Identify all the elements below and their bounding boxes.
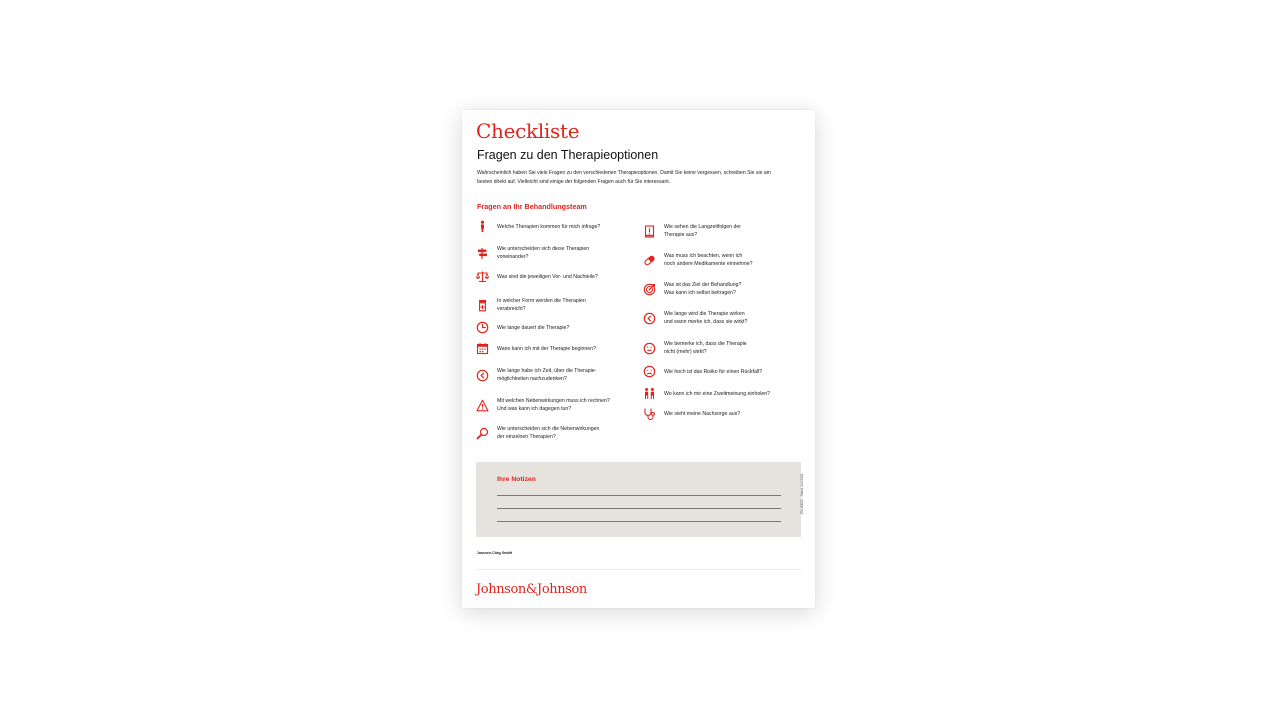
note-line — [497, 508, 781, 509]
question-text: Wie bemerke ich, dass die Therapie nicht (mehr) wirkt? — [664, 341, 747, 355]
document-alert-icon — [643, 225, 656, 238]
question-text: Wie sehen die Langzeitfolgen der Therapie aus? — [664, 224, 741, 238]
notes-title: Ihre Notizen — [497, 476, 536, 483]
question-text: Wie hoch ist das Risiko für einen Rückfall? — [664, 368, 763, 375]
note-line — [497, 521, 781, 522]
company-name: Janssen-Cilag GmbH — [477, 551, 513, 555]
question-item — [643, 310, 747, 326]
stethoscope-icon — [643, 407, 656, 420]
person-icon — [476, 220, 489, 233]
calendar-icon — [476, 342, 489, 355]
question-item — [476, 367, 596, 383]
sad-face-icon — [643, 365, 656, 378]
question-text: Was sind die jeweiligen Vor- und Nachteile? — [497, 273, 598, 280]
document-code: EM-00000 · Stand: Juli 2024 — [800, 473, 804, 514]
pie-clock-icon — [476, 321, 489, 334]
checklist-document — [462, 110, 815, 608]
question-text: Was ist das Ziel der Behandlung? Was kann ich selbst beitragen? — [664, 282, 742, 296]
target-icon — [643, 283, 656, 296]
question-item — [476, 425, 599, 441]
question-item — [643, 252, 753, 268]
document-subtitle: Fragen zu den Therapieoptionen — [477, 148, 659, 162]
question-item — [643, 407, 740, 420]
question-text: Wie unterscheiden sich die Nebenwirkungen der einzelnen Therapien? — [497, 426, 600, 440]
warning-icon — [476, 399, 489, 412]
question-item — [643, 281, 741, 297]
question-item — [643, 223, 741, 239]
question-item — [643, 340, 747, 356]
footer-divider — [476, 569, 801, 570]
note-line — [497, 495, 781, 496]
question-text: Wie lange habe ich Zeit, über die Therapie- möglichkeiten nachzudenken? — [497, 368, 597, 382]
section-heading: Fragen an Ihr Behandlungsteam — [477, 202, 587, 211]
question-item — [476, 245, 589, 261]
notes-box — [476, 462, 801, 537]
people-icon — [643, 387, 656, 400]
question-text: Wie lange dauert die Therapie? — [497, 324, 570, 331]
question-text: Wie unterscheiden sich diese Therapien voneinander? — [497, 246, 590, 260]
question-item — [643, 387, 770, 400]
question-text: Wie lange wird die Therapie wirken und wann merke ich, dass sie wirkt? — [664, 311, 748, 325]
question-item — [643, 365, 762, 378]
question-item — [476, 220, 600, 233]
question-item — [476, 270, 598, 283]
clock-back-icon — [643, 312, 656, 325]
scale-icon — [476, 270, 489, 283]
intro-paragraph: Wahrscheinlich haben Sie viele Fragen zu den verschiedenen Therapieoptionen. Damit Sie keine vergessen, schreiben Sie sie am besten direkt auf. Vielleicht sind einige der folgenden Fragen auch für Sie interessant. — [477, 170, 771, 185]
question-item — [476, 321, 569, 334]
question-text: Was muss ich beachten, wenn ich noch andere Medikamente einnehme? — [664, 253, 753, 267]
question-text: In welcher Form werden die Therapien verabreicht? — [497, 298, 586, 312]
brand-logo: Johnson&Johnson — [476, 582, 587, 597]
capsule-icon — [643, 254, 656, 267]
question-text: Wo kann ich mir eine Zweitmeinung einholen? — [664, 390, 771, 397]
magnifier-icon — [476, 427, 489, 440]
question-item — [476, 342, 596, 355]
pill-bottle-icon — [476, 299, 489, 312]
question-text: Wie sieht meine Nachsorge aus? — [664, 410, 741, 417]
question-item — [476, 297, 586, 313]
signpost-icon — [476, 247, 489, 260]
question-item — [476, 397, 610, 413]
question-text: Welche Therapien kommen für mich infrage? — [497, 223, 601, 230]
neutral-face-icon — [643, 342, 656, 355]
document-title: Checkliste — [476, 119, 580, 143]
clock-back-icon — [476, 369, 489, 382]
question-text: Wann kann ich mit der Therapie beginnen? — [497, 345, 596, 352]
question-text: Mit welchen Nebenwirkungen muss ich rechnen? Und was kann ich dagegen tun? — [497, 398, 610, 412]
